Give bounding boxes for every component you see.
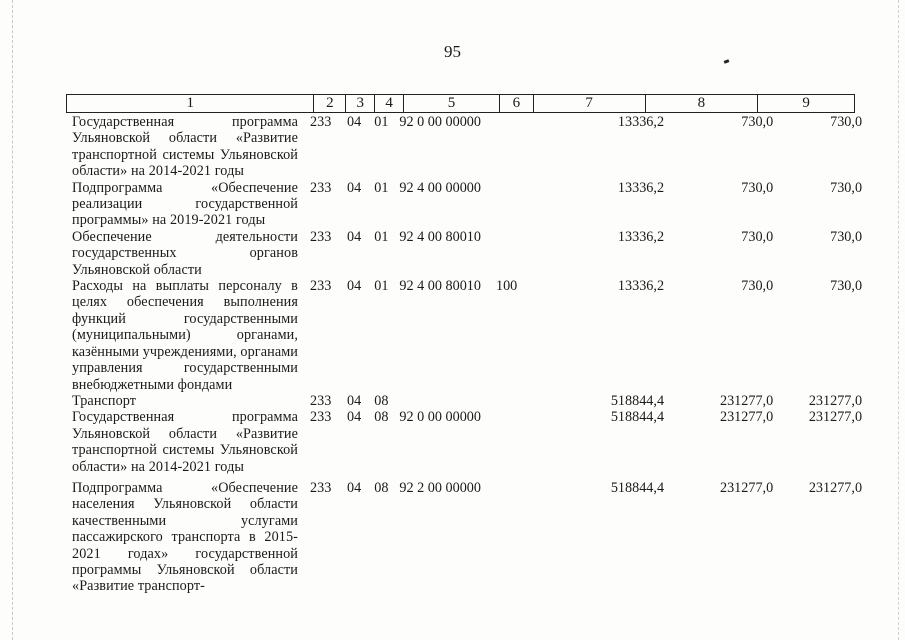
table-row (72, 278, 862, 393)
table-header-row (66, 94, 855, 113)
row-kvsr: 233 (310, 409, 332, 426)
row-rz: 04 (347, 409, 362, 426)
row-pr: 01 (374, 228, 389, 245)
row-csr: 92 4 00 80010 (399, 228, 481, 245)
row-value-8: 231277,0 (719, 392, 774, 409)
row-value-7: 518844,4 (610, 392, 665, 409)
row-value-9: 730,0 (830, 228, 863, 245)
row-name: Обеспечение деятельности государственных органов Ульяновской области (72, 228, 298, 278)
row-value-9: 730,0 (830, 114, 863, 130)
row-pr: 08 (374, 409, 389, 426)
table-row (72, 114, 862, 180)
row-name: Транспорт (72, 392, 137, 409)
row-rz: 04 (347, 278, 362, 295)
table-row (72, 480, 862, 595)
row-csr: 92 4 00 00000 (399, 179, 481, 196)
row-name: Государственная программа Ульяновской области «Развитие транспортной системы Ульяновской области» на 2014-2021 годы (72, 409, 298, 475)
row-kvsr: 233 (310, 179, 332, 196)
table-header-cell: 1 (67, 95, 314, 112)
page-number: 95 (444, 42, 461, 61)
table-header-cell: 7 (534, 95, 646, 112)
row-value-8: 730,0 (741, 114, 774, 130)
row-value-8: 231277,0 (719, 409, 774, 426)
row-value-7: 13336,2 (617, 278, 665, 295)
table-row (72, 393, 862, 409)
table-header-cell: 9 (802, 95, 810, 111)
row-csr: 92 0 00 00000 (399, 409, 481, 426)
row-value-7: 13336,2 (617, 114, 665, 130)
row-pr: 01 (374, 179, 389, 196)
row-rz: 04 (347, 114, 362, 130)
row-pr: 01 (374, 114, 389, 130)
row-value-8: 730,0 (741, 278, 774, 295)
row-csr: 92 2 00 00000 (399, 479, 481, 496)
row-vr (496, 393, 525, 409)
row-kvsr: 233 (310, 114, 332, 130)
row-value-8: 231277,0 (719, 479, 774, 496)
row-name: Подпрограмма «Обеспечение населения Ульяновской области качественными услугами пассажирского транспорта в 2015-2021 годах» государственной программы Ульяновской области «Развитие транспорт- (72, 479, 298, 595)
table-header-cell: 3 (346, 95, 375, 112)
scan-speck (724, 59, 730, 64)
row-kvsr: 233 (310, 278, 332, 295)
row-value-7: 518844,4 (610, 409, 665, 426)
row-kvsr: 233 (310, 392, 332, 409)
row-csr (399, 393, 496, 409)
row-rz: 04 (347, 479, 362, 496)
row-rz: 04 (347, 228, 362, 245)
scan-edge-right (898, 0, 899, 640)
row-value-9: 730,0 (830, 278, 863, 295)
table-row (72, 229, 862, 278)
table-header-cell: 4 (375, 95, 404, 112)
row-csr: 92 4 00 80010 (399, 278, 481, 295)
row-value-9: 231277,0 (808, 409, 863, 426)
row-vr: 100 (495, 278, 518, 295)
table-header-cell: 8 (646, 95, 759, 112)
row-name: Расходы на выплаты персоналу в целях обеспечения выполнения функций государственными (муниципальными) органами, казёнными учреждениями, органами управления государственными внебюджетными фондами (72, 278, 298, 393)
row-vr (496, 180, 525, 229)
scan-edge-left (12, 0, 13, 640)
row-vr (496, 229, 525, 278)
row-value-9: 231277,0 (808, 392, 863, 409)
row-pr: 08 (374, 479, 389, 496)
table-body (72, 114, 862, 595)
row-name: Подпрограмма «Обеспечение реализации государственной программы» на 2019-2021 годы (72, 179, 298, 229)
row-value-8: 730,0 (741, 179, 774, 196)
table-row (72, 409, 862, 475)
row-vr (496, 114, 525, 180)
row-kvsr: 233 (310, 228, 332, 245)
row-name: Государственная программа Ульяновской области «Развитие транспортной системы Ульяновской области» на 2014-2021 годы (72, 114, 298, 180)
row-value-8: 730,0 (741, 228, 774, 245)
table-header-cell: 6 (500, 95, 534, 112)
table-row (72, 180, 862, 229)
table-header-cell: 2 (314, 95, 346, 112)
row-pr: 08 (374, 392, 389, 409)
row-csr: 92 0 00 00000 (399, 114, 481, 130)
row-value-7: 13336,2 (617, 179, 665, 196)
table-header-cell: 5 (404, 95, 500, 112)
row-value-7: 13336,2 (617, 228, 665, 245)
row-kvsr: 233 (310, 479, 332, 496)
row-vr (496, 480, 525, 595)
row-rz: 04 (347, 179, 362, 196)
row-value-7: 518844,4 (610, 479, 665, 496)
row-rz: 04 (347, 392, 362, 409)
row-pr: 01 (374, 278, 389, 295)
row-vr (496, 409, 525, 475)
row-value-9: 730,0 (830, 179, 863, 196)
row-value-9: 231277,0 (808, 479, 863, 496)
